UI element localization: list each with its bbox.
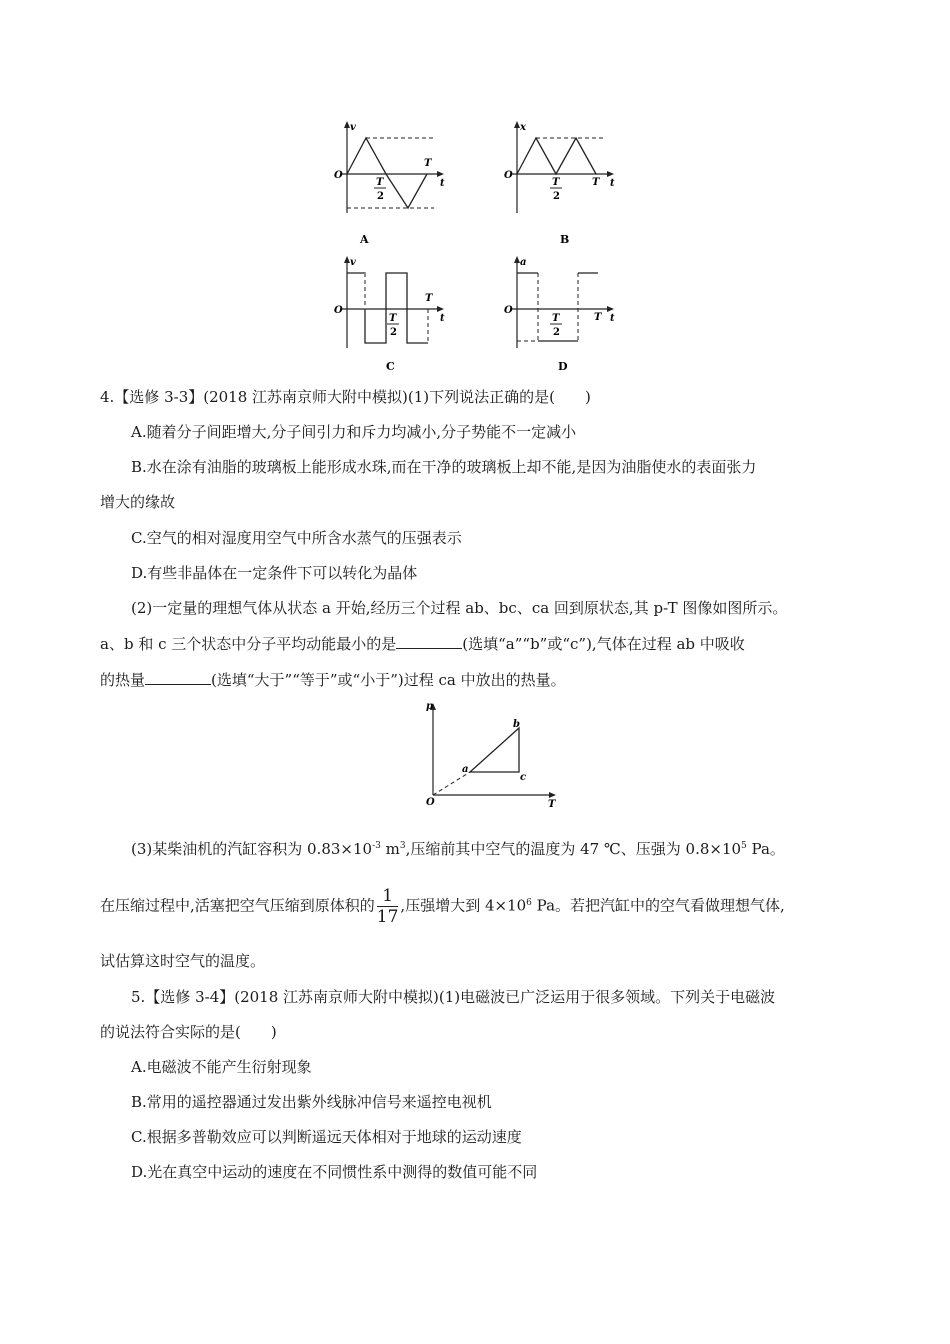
q4-part2-line2 [100,633,745,654]
graph-c-t-mark: T [425,293,433,304]
q4-option-c: C.空气的相对湿度用空气中所含水蒸气的压强表示 [131,529,462,547]
graph-d-xlabel: t [610,313,615,324]
q4-title: 4.【选修 3-3】(2018 江苏南京师大附中模拟)(1)下列说法正确的是( ) [100,388,591,406]
graph-b [500,118,620,248]
q4-part3-text-c: ,压缩前其中空气的温度为 47 ℃、压强为 0.8×10 [405,840,742,858]
graph-a-half-num: T [376,177,384,188]
q4-part2-line3-text-b: (选填“大于”“等于”或“小于”)过程 ca 中放出的热量。 [211,671,566,689]
pt-graph [420,695,565,811]
graph-d-t-mark: T [594,312,602,323]
q4-part3-exp4: 6 [526,897,532,908]
graph-b-t-mark: T [592,177,600,188]
q5-title-line2: 的说法符合实际的是( ) [100,1023,277,1041]
graph-b-label: B [560,233,570,246]
graph-b-xlabel: t [610,178,615,189]
pt-graph-a: a [462,764,469,775]
graph-d-label: D [558,360,568,373]
graph-c-ylabel: v [350,257,356,268]
q4-option-d: D.有些非晶体在一定条件下可以转化为晶体 [131,564,418,582]
graph-a-origin: O [334,170,343,181]
q4-part2-line3 [100,669,566,690]
q4-option-b-line1: B.水在涂有油脂的玻璃板上能形成水珠,而在干净的玻璃板上却不能,是因为油脂使水的表面张力 [131,458,757,476]
pt-graph-t-label: T [548,799,556,810]
pt-graph-c: c [520,772,527,783]
q4-part2-line1: (2)一定量的理想气体从状态 a 开始,经历三个过程 ab、bc、ca 回到原状态,其 p-T 图像如图所示。 [131,599,788,617]
answer-blank-2[interactable] [145,670,211,685]
q4-part3-exp1: -3 [372,841,381,851]
graph-a [330,118,450,248]
answer-blank-1[interactable] [396,634,462,649]
q4-part3-text-d: Pa。 [746,840,785,858]
graph-c [330,253,450,375]
fraction-one-seventeenth [377,886,399,927]
graph-c-origin: O [334,305,343,316]
q5-title-line1: 5.【选修 3-4】(2018 江苏南京师大附中模拟)(1)电磁波已广泛运用于很多领域。下列关于电磁波 [131,988,776,1006]
fraction-denominator: 17 [376,907,399,927]
q4-part2-line3-text-a: 的热量 [100,671,146,689]
graph-d-ylabel: a [520,257,527,268]
graph-a-t-mark: T [424,158,432,169]
graph-d-origin: O [504,305,513,316]
graph-c-half-num: T [389,313,397,324]
q4-option-b-line2: 增大的缘故 [100,493,176,511]
graph-b-origin: O [504,170,513,181]
pt-graph-b: b [513,719,520,730]
graph-b-half-num: T [552,177,560,188]
pt-graph-origin: O [426,797,435,808]
graph-a-xlabel: t [440,178,445,189]
q4-part3-line2 [100,886,785,927]
q4-part3-text-a: (3)某柴油机的汽缸容积为 0.83×10 [131,840,373,858]
graph-c-label: C [386,360,395,373]
q4-part2-line2-text-b: (选填“a”“b”或“c”),气体在过程 ab 中吸收 [462,635,745,653]
q4-option-a: A.随着分子间距增大,分子间引力和斥力均减小,分子势能不一定减小 [131,423,577,441]
q4-part3-line2-text-b: ,压强增大到 4×10 [400,896,527,915]
graph-d [500,253,620,375]
q4-part3-line1 [131,838,785,859]
q4-part2-line2-text-a: a、b 和 c 三个状态中分子平均动能最小的是 [100,635,397,653]
graph-b-half-den: 2 [553,191,560,202]
graph-b-ylabel: x [520,122,526,133]
pt-graph-p-label: p [426,701,433,712]
q4-part3-line2-text-c: Pa。若把汽缸中的空气看做理想气体, [531,896,785,915]
graph-a-label: A [360,233,369,246]
graph-c-half-den: 2 [390,327,397,338]
q5-option-c: C.根据多普勒效应可以判断遥远天体相对于地球的运动速度 [131,1128,522,1146]
q4-part3-text-b: m [380,840,400,858]
graph-a-ylabel: v [350,122,356,133]
q5-option-a: A.电磁波不能产生衍射现象 [131,1058,312,1076]
graph-a-half-den: 2 [377,191,384,202]
q4-part3-exp3: 5 [741,841,747,851]
q4-part3-exp2: 3 [399,841,406,851]
q4-part3-line2-text-a: 在压缩过程中,活塞把空气压缩到原体积的 [100,896,375,915]
graph-d-half-num: T [552,313,560,324]
q5-option-d: D.光在真空中运动的速度在不同惯性系中测得的数值可能不同 [131,1163,538,1181]
graph-c-xlabel: t [440,313,445,324]
fraction-numerator: 1 [377,886,399,907]
q4-part3-line3: 试估算这时空气的温度。 [100,952,266,970]
q5-option-b: B.常用的遥控器通过发出紫外线脉冲信号来遥控电视机 [131,1093,492,1111]
graph-d-half-den: 2 [553,327,560,338]
